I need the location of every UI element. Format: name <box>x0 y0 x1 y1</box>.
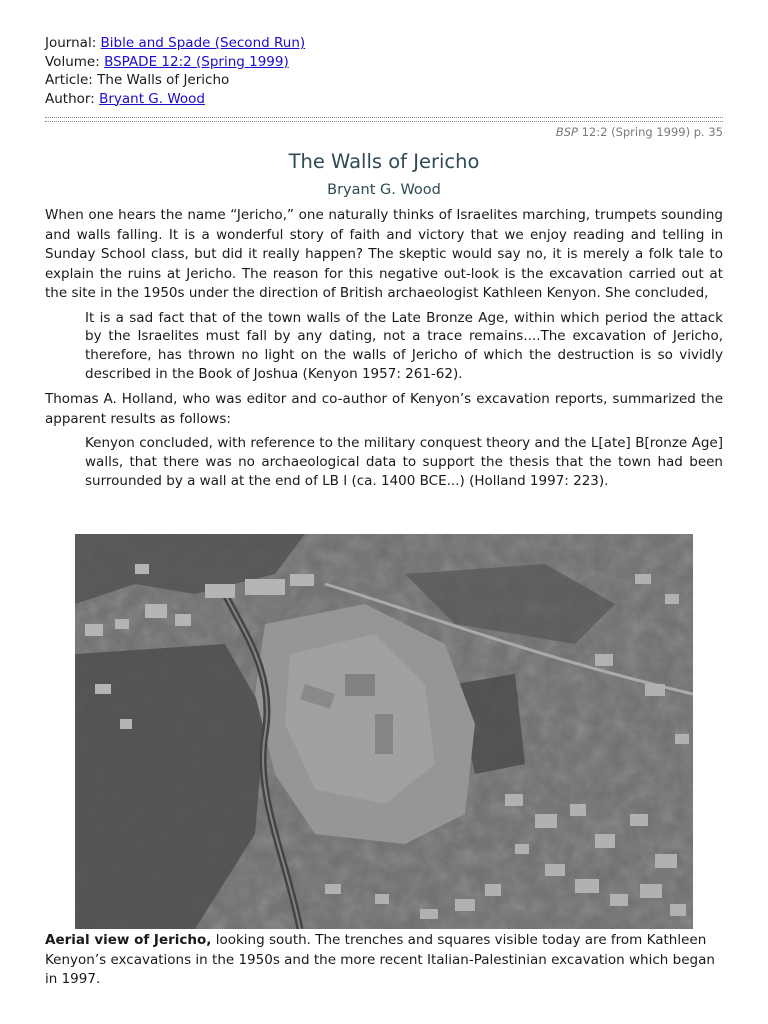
photo-caption <box>45 931 723 990</box>
body-paragraph: Thomas A. Holland, who was editor and co-author of Kenyon’s excavation reports, summarized the apparent results as follows: <box>45 391 723 427</box>
volume-link[interactable]: BSPADE 12:2 (Spring 1999) <box>104 53 289 70</box>
volume-label: Volume: <box>45 53 100 70</box>
article-label: Article: <box>45 72 93 88</box>
author-line <box>45 90 723 109</box>
author-label: Author: <box>45 90 95 107</box>
aerial-photo-jericho <box>75 534 693 929</box>
caption-text: looking south. The trenches and squares visible today are from Kathleen Kenyon’s excavations in the 1950s and the more recent Italian-Palestinian excavation which began in 1997. <box>45 932 715 987</box>
block-quote: Kenyon concluded, with reference to the military conquest theory and the L[ate] B[ronze Age] walls, that there was no archaeological data to support the thesis that the town had been surrounded by a wall at the end of LB I (ca. 1400 BCE...) (Holland 1997: 223). <box>85 435 723 489</box>
journal-label: Journal: <box>45 35 97 51</box>
caption-bold: Aerial view of Jericho, <box>45 932 212 948</box>
page-reference-rest: 12:2 (Spring 1999) p. 35 <box>581 125 723 139</box>
article-value: The Walls of Jericho <box>97 72 230 88</box>
journal-line <box>45 34 723 53</box>
article-line <box>45 71 723 90</box>
author-link[interactable]: Bryant G. Wood <box>99 90 205 107</box>
divider-bottom <box>45 121 723 122</box>
page-reference-abbr: BSP <box>555 125 578 139</box>
journal-link[interactable]: Bible and Spade (Second Run) <box>100 35 306 51</box>
article-page <box>45 34 723 987</box>
divider-top <box>45 117 723 118</box>
block-quote: It is a sad fact that of the town walls of the Late Bronze Age, within which period the attack by the Israelites must fall by any dating, not a trace remains....The excavation of Jericho, therefore, has thrown no light on the walls of Jericho of which the destruction is so vividly described in the Book of Joshua (Kenyon 1957: 261-62). <box>85 309 723 382</box>
article-title: The Walls of Jericho <box>288 150 480 173</box>
volume-line <box>45 53 723 72</box>
page-reference <box>45 125 723 139</box>
article-author: Bryant G. Wood <box>327 182 441 198</box>
body-paragraph: When one hears the name “Jericho,” one naturally thinks of Israelites marching, trumpets sounding and walls falling. It is a wonderful story of faith and victory that we enjoy reading and telling in Sunday School class, but did it really happen? The skeptic would say no, it is merely a folk tale to explain the ruins at Jericho. The reason for this negative out-look is the excavation carried out at the site in the 1950s under the direction of British archaeologist Kathleen Kenyon. She concluded, <box>45 207 723 301</box>
